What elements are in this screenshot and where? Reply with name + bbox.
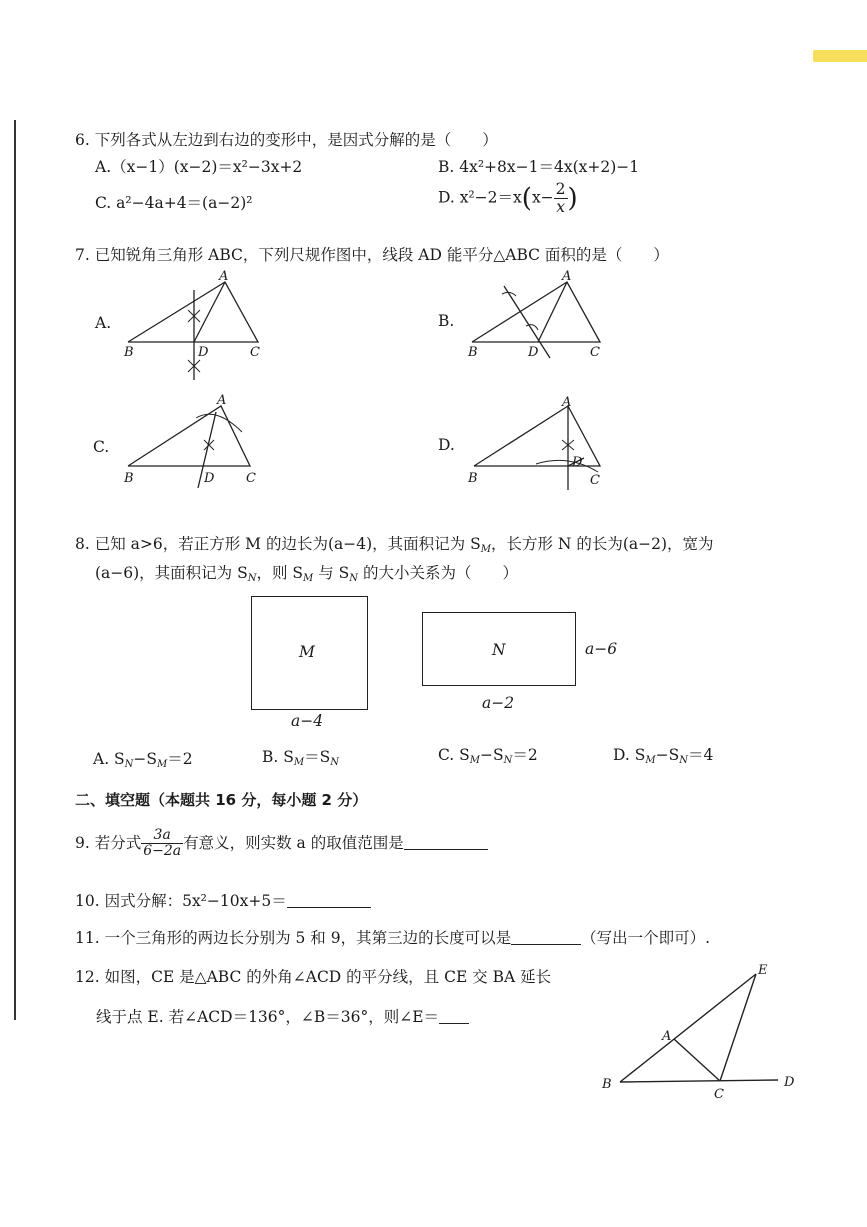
q12-label-d: D xyxy=(784,1075,795,1090)
q8-option-b: B. $S_M=S_N$ xyxy=(262,748,339,768)
q12-line2: 线于点 E. 若∠ACD＝136°，∠B＝36°，则∠E＝ xyxy=(96,1005,469,1027)
svg-text:D: D xyxy=(198,345,209,360)
q6-option-d-prefix: D. x²−2＝x xyxy=(438,188,522,207)
q6-stem: 6. 下列各式从左边到右边的变形中，是因式分解的是（ ） xyxy=(75,131,498,149)
svg-text:A: A xyxy=(219,269,229,284)
q7-option-b-label: B. xyxy=(438,312,455,330)
margin-rule xyxy=(14,120,16,1020)
q12-label-b: B xyxy=(602,1077,612,1092)
q9-denominator: 6−2a xyxy=(143,843,182,860)
section-2-heading: 二、填空题（本题共 16 分，每小题 2 分） xyxy=(75,791,368,809)
q12-answer-blank[interactable] xyxy=(439,1009,469,1024)
q10-answer-blank[interactable] xyxy=(287,893,371,908)
svg-text:D: D xyxy=(572,455,583,470)
svg-text:D: D xyxy=(528,345,539,360)
q7-stem: 7. 已知锐角三角形 ABC，下列尺规作图中，线段 AD 能平分△ABC 面积的是（ ） xyxy=(75,246,669,264)
q12-label-c: C xyxy=(714,1087,724,1100)
q8-option-c: C. $S_M-S_N=2$ xyxy=(438,746,538,766)
q6-option-a: A.（x−1）(x−2)＝x²−3x+2 xyxy=(95,158,303,176)
q7-figure-b xyxy=(462,268,612,364)
q7-option-a-label: A. xyxy=(95,314,112,332)
q10: 10. 因式分解：5x²−10x+5＝ xyxy=(75,889,371,911)
q11-answer-blank[interactable] xyxy=(511,930,581,945)
q7-option-d-label: D. xyxy=(438,436,455,454)
q6-option-c: C. a²−4a+4＝(a−2)² xyxy=(95,194,253,212)
highlight-mark xyxy=(813,50,867,62)
svg-text:A: A xyxy=(217,393,227,408)
q8-option-a: A. $S_N-S_M=2$ xyxy=(93,750,193,770)
rect-n-width: a−6 xyxy=(585,640,618,658)
svg-text:A: A xyxy=(562,269,572,284)
q8-option-d: D. $S_M-S_N=4$ xyxy=(613,746,714,766)
svg-text:B: B xyxy=(124,345,134,360)
q7-figure-d xyxy=(462,392,612,492)
q9-answer-blank[interactable] xyxy=(404,835,488,850)
q12-line1: 12. 如图，CE 是△ABC 的外角∠ACD 的平分线，且 CE 交 BA 延长 xyxy=(75,968,552,986)
q6-option-d: D. x²−2＝x(x− $\frac{2}{x}$ ) xyxy=(438,180,578,217)
svg-text:C: C xyxy=(246,471,256,486)
q8-stem-line2: (a−6)，其面积记为 $S_N$，则 $S_M$ 与 $S_N$ 的大小关系为（ ） xyxy=(95,564,518,584)
rect-n-length: a−2 xyxy=(482,694,515,712)
svg-text:C: C xyxy=(590,345,600,360)
svg-text:B: B xyxy=(468,345,478,360)
q12-label-a: A xyxy=(662,1029,672,1044)
q12-label-e: E xyxy=(758,963,768,978)
q9: 9. 若分式 $\frac{3a}{6-2a}$ 有意义，则实数 a 的取值范围是 xyxy=(75,828,488,860)
q12-figure xyxy=(598,958,808,1100)
q6-d-denominator: x xyxy=(556,198,565,217)
square-m-label: M xyxy=(299,643,315,661)
square-m-side: a−4 xyxy=(291,712,324,730)
svg-text:A: A xyxy=(562,395,572,410)
q7-figure-c xyxy=(118,392,268,492)
rect-n-label: N xyxy=(492,641,506,659)
svg-text:B: B xyxy=(468,471,478,486)
svg-text:C: C xyxy=(590,473,600,488)
q11: 11. 一个三角形的两边长分别为 5 和 9，其第三边的长度可以是 （写出一个即可）. xyxy=(75,929,711,947)
svg-text:C: C xyxy=(250,345,260,360)
q7-option-c-label: C. xyxy=(93,438,110,456)
q6-d-numerator: 2 xyxy=(555,180,566,198)
q7-figure-a xyxy=(118,268,268,384)
svg-text:D: D xyxy=(204,471,215,486)
q9-numerator: 3a xyxy=(141,828,183,844)
q8-stem-line1: 8. 已知 a>6，若正方形 M 的边长为(a−4)，其面积记为 $S_M$，长方形 N 的长为(a−2)，宽为 xyxy=(75,535,714,555)
q6-option-b: B. 4x²+8x−1＝4x(x+2)−1 xyxy=(438,158,640,176)
svg-text:B: B xyxy=(124,471,134,486)
